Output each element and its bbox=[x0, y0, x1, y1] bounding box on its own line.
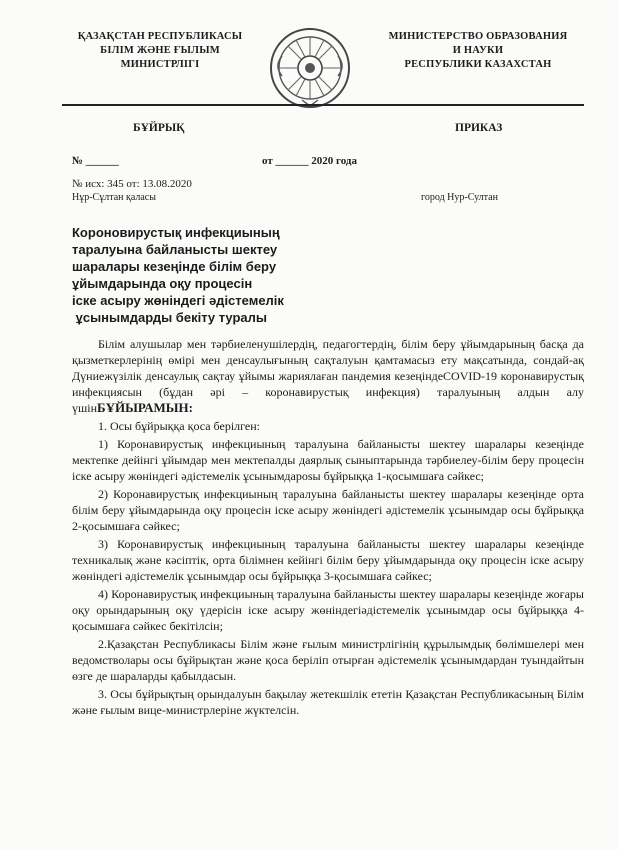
clause-2: 2.Қазақстан Республикасы Білім және ғылым министрлігінің құрылымдық бөлімшелері мен ведомстволары осы бұйрықтан және қоса беріліп отырған әдістемелік ұсынымдардан туындайтын өзге де шараларды қабылдасын. bbox=[72, 637, 584, 683]
order-date-field: от ______ 2020 года bbox=[262, 155, 357, 167]
ministry-ru-line-1: МИНИСТЕРСТВО ОБРАЗОВАНИЯ bbox=[388, 31, 568, 42]
title-line-6: ұсынымдарды бекіту туралы bbox=[72, 310, 267, 325]
outgoing-reference: № исх: 345 от: 13.08.2020 bbox=[72, 178, 192, 190]
clause-1-1: 1) Коронавирустық инфекциының таралуына байланысты шектеу шаралары кезеңінде мектепке дейінгі ұйымдар мен мектепалды даярлық сыныптарында тәрбиелеу-білім беру процесін іске асыру жөніндегі әдістемелік ұсынымдарosы бұйрыққа 1-қосымшаға сәйкес; bbox=[72, 437, 584, 483]
title-line-4: ұйымдарында оқу процесін bbox=[72, 276, 253, 291]
clause-1-2: 2) Коронавирустық инфекциының таралуына байланысты шектеу шаралары кезеңінде орта білім беру ұйымдарында оқу процесін іске асыру жөніндегі әдістемелік ұсынымдар осы бұйрыққа 2-қосымшаға сәйкес; bbox=[72, 487, 584, 533]
title-line-1: Короновирустық инфекциының bbox=[72, 225, 280, 240]
doc-type-kz: БҰЙРЫҚ bbox=[133, 122, 185, 134]
ministry-kz-line-3: МИНИСТРЛІГІ bbox=[120, 59, 200, 70]
ministry-ru-line-2: И НАУКИ bbox=[452, 45, 504, 56]
title-line-5: іске асыру жөніндегі әдістемелік bbox=[72, 293, 284, 308]
ministry-kz-line-1: ҚАЗАҚСТАН РЕСПУБЛИКАСЫ bbox=[77, 31, 243, 42]
ministry-name-ru bbox=[378, 30, 578, 72]
ministry-name-kz bbox=[60, 30, 260, 72]
header-divider bbox=[62, 104, 584, 106]
order-title bbox=[72, 224, 332, 326]
order-number-field: № ______ bbox=[72, 155, 119, 167]
city-ru: город Нур-Султан bbox=[421, 192, 498, 203]
title-line-3: шаралары кезеңінде білім беру bbox=[72, 259, 277, 274]
clause-1-4: 4) Коронавирустық инфекциының таралуына байланысты шектеу шаралары кезеңінде жоғары оқу орындарының оқу үдерісін іске асыру жөніндегіәдістемелік ұсынымдар осы бұйрыққа 4-қосымшаға сәйкес бекітілсін; bbox=[72, 587, 584, 633]
state-emblem-icon bbox=[268, 26, 352, 110]
intro-text: Білім алушылар мен тәрбиеленушілердің, педагогтердің, білім беру ұйымдарының басқа да қызметкерлерінің өмірі мен денсаулығының сақталуын қамтамасыз ету мақсатында, сондай-ақ Дүниежүзілік денсаулық сақтау ұйымы жариялаған пандемия кезеңіндеCOVID-19 коронавирустық инфекциясын (бұдан әрі – коронавирустық инфекция) таралуының алдын алу үшін bbox=[72, 337, 584, 415]
doc-type-ru: ПРИКАЗ bbox=[455, 122, 503, 134]
clause-3: 3. Осы бұйрықтың орындалуын бақылау жетекшілік ететін Қазақстан Республикасының Білім және ғылым вице-министрлеріне жүктелсін. bbox=[72, 687, 584, 717]
order-body bbox=[72, 336, 584, 720]
ministry-kz-line-2: БІЛІМ ЖӘНЕ ҒЫЛЫМ bbox=[100, 45, 220, 56]
order-word: БҰЙЫРАМЫН: bbox=[97, 400, 194, 415]
city-kz: Нұр-Сұлтан қаласы bbox=[72, 192, 156, 203]
title-line-2: таралуына байланысты шектеу bbox=[72, 242, 278, 257]
intro-paragraph bbox=[72, 336, 584, 416]
clause-1: 1. Осы бұйрыққа қоса берілген: bbox=[98, 419, 260, 433]
ministry-ru-line-3: РЕСПУБЛИКИ КАЗАХСТАН bbox=[404, 59, 552, 70]
clause-1-3: 3) Коронавирустық инфекциының таралуына байланысты шектеу шаралары кезеңінде техникалық және кәсіптік, орта білімнен кейінгі білім беру ұйымдарында оқу процесін іске асыру жөніндегі әдістемелік ұсынымдар осы бұйрыққа 3-қосымшаға сәйкес; bbox=[72, 537, 584, 583]
